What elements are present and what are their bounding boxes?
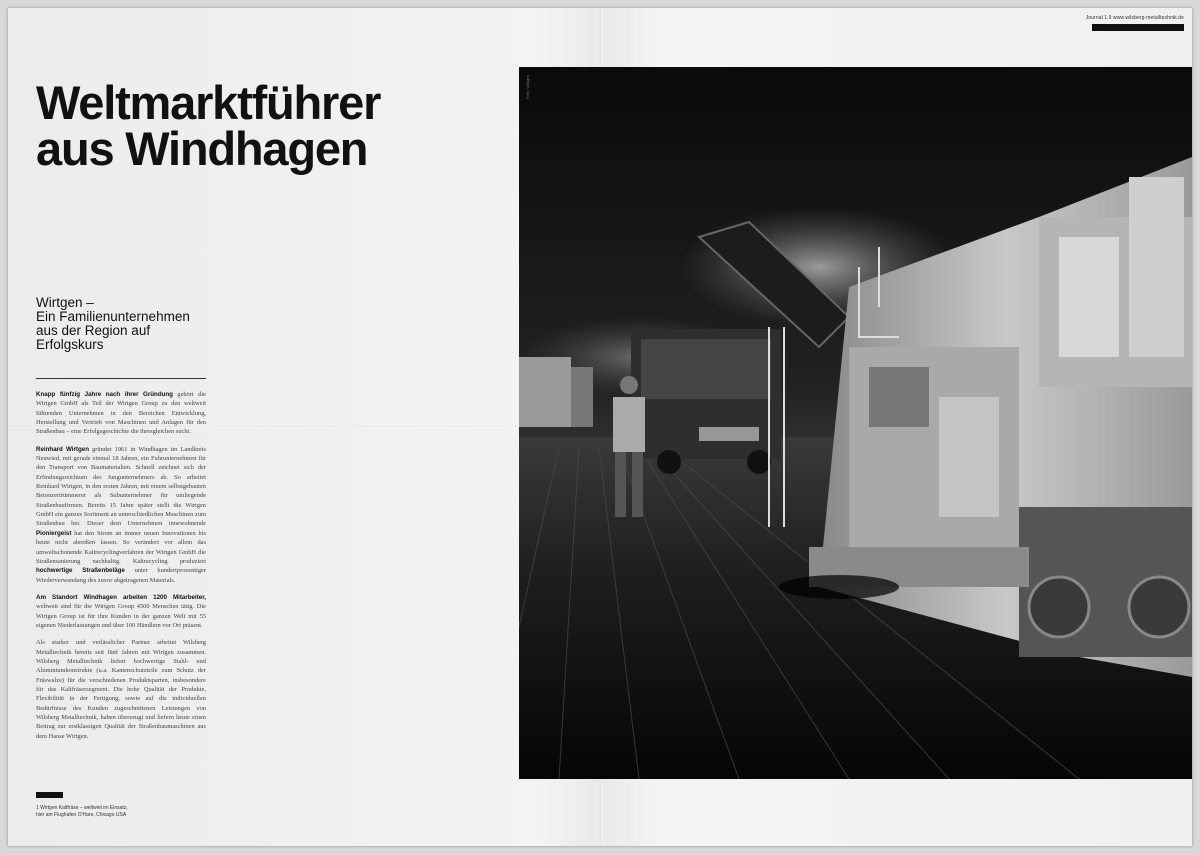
- journal-header: Journal 1.9 www.wilsberg-metalltechnik.de: [1085, 15, 1184, 21]
- subtitle-rule: [36, 378, 206, 379]
- paragraph-1: Knapp fünfzig Jahre nach ihrer Gründung gehört die Wirtgen GmbH als Teil der Wirtgen Group zu den weltweit führenden Unternehmen in den Bereichen Entwicklung, Herstellung und Vertrieb von Maschinen und Anlagen für den Straßenbau – eine Erfolgsgeschichte die ihresgleichen sucht.: [36, 391, 206, 436]
- magazine-spread: [8, 8, 1192, 846]
- article-subtitle: Wirtgen – Ein Familienunternehmen aus der Region auf Erfolgskurs: [36, 295, 190, 352]
- road-milling-photo: [519, 67, 1192, 779]
- photo-caption: 1 Wirtgen Kaltfräse – weltweit im Einsatz, hier am Flughafen O'Hare, Chicago USA: [36, 805, 128, 818]
- paragraph-3: Am Standort Windhagen arbeiten 1200 Mitarbeiter, weltweit sind für die Wirtgen Group 4500 Menschen tätig. Die Wirtgen Group ist für ihre Kunden in der ganzen Welt mit 55 eigenen Niederlassungen und über 100 Händlern vor Ort präsent.: [36, 593, 206, 629]
- paragraph-2: Reinhard Wirtgen gründet 1961 in Windhagen im Landkreis Neuwied, mit gerade einmal 18 Jahren, ein Fuhrunternehmen für den Transport von Baumaterialien. Schnell zeichnet sich der Erfindungsreichtum des Jungunternehmers ab. So arbeitet Reinhard Wirtgen, in den ersten Jahren, mit einem selbstgebauten Betonzertrümmerer als Subunternehmer für umliegende Straßenbaufirmen. Bereits 15 Jahre später stellt die Wirtgen GmbH ein ganzes Sortiment an unterschiedlichen Maschinen zum Straßenbau her. Dieser dem Unternehmen innewohnende Pioniergeist hat den Strom an immer neuen Innovationen bis heute nicht abreißen lassen. So verändert vor allem das umweltschonende Kaltrecyclingverfahren der Wirtgen GmbH die Straßensanierung nachhaltig. Kaltrecycling produziert hochwertige Straßenbeläge unter hundertprozentiger Wiederverwendung des zuvor abgetragenen Materials.: [36, 445, 207, 584]
- photo-credit: Foto: Wirtgen: [525, 75, 530, 100]
- photo-illustration: [519, 67, 1192, 779]
- article-title: Weltmarktführer aus Windhagen: [36, 76, 381, 175]
- header-bar: [1092, 24, 1184, 31]
- paragraph-4: Als starker und verlässlicher Partner arbeitet Wilsberg Metalltechnik bereits seit fünf Jahren mit Wirtgen zusammen. Wilsberg Metalltechnik liefert hochwertige Stahl- und Aluminiumkonstrukte (u.a. Kantenschutzteile zum Schutz der Fräswalze) für die verschiedenen Produktsparten, insbesondere für das Kaltfräsersegment. Die hohe Qualität der Produkte, Flexibilität in der Fertigung, sowie auf die individuellen Bedürfnisse des Kunden zugeschnittenen Leistungen von Wilsberg Metalltechnik, haben überzeugt und liefern heute einen Beitrag zur erstklassigen Qualität der Straßenbaumaschinen aus dem Hause Wirtgen.: [36, 639, 206, 740]
- caption-bar: [36, 792, 63, 798]
- article-body: [36, 390, 206, 749]
